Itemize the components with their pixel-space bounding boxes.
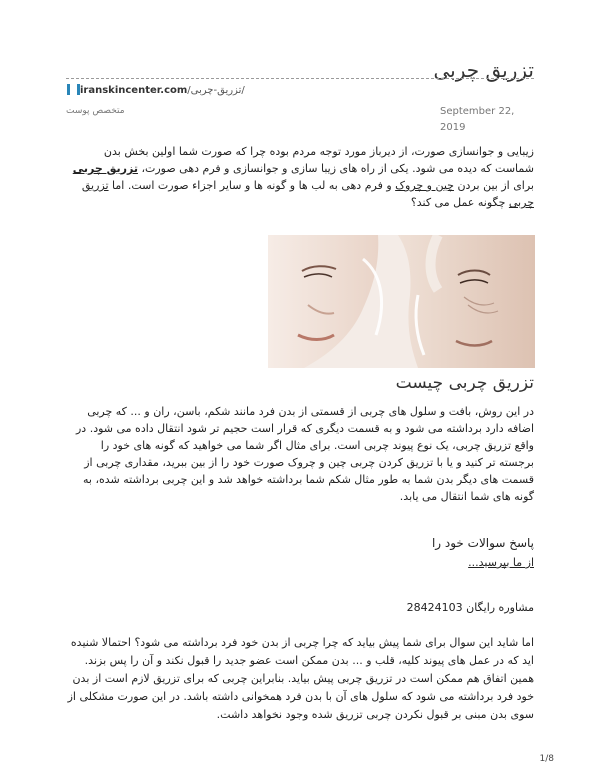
link-wrinkles[interactable]: چین و چروک [395,179,454,192]
free-consultation-phone: مشاوره رایگان 28424103 [406,601,534,614]
site-logo-icon [67,84,80,95]
post-date: September 22, 2019 [440,106,515,133]
section-heading-what-is: تزریق چربی چیست [395,373,534,393]
url-site: iranskincenter.com [80,85,188,96]
title-divider [66,78,534,79]
intro-text-4: چگونه عمل می کند؟ [410,196,509,209]
intro-paragraph [66,143,534,211]
face-illustration [268,235,535,368]
cta-question: پاسخ سوالات خود را [431,536,534,550]
author-label: متخصص پوست [66,106,125,116]
section2-paragraph: اما شاید این سوال برای شما پیش بیاید که چرا چربی از بدن خود فرد برداشته می شود؟ احتمالا شنیده اید که در عمل های پیوند کلیه، قلب و ... بدن ممکن است عضو جدید را قبول نکند و آن را پس بزند. همین اتفاق هم ممکن است در تزریق چربی پیش بیاید. بنابراین چربی که برای تزریق لازم است از بدن خود فرد برداشته می شود که سلول های آن با بدن فرد همخوانی داشته باشد. در این صورت مشکلی از سوی بدن مبنی بر قبول نکردن چربی تزریق شده وجود نخواهد داشت. [67,636,534,721]
intro-text-2: برای از بین بردن [453,179,534,192]
page-title: تزریق چربی [433,58,534,82]
page-number: 1/8 [539,754,554,764]
link-fat-injection[interactable]: تزریق چربی [81,179,534,209]
link-fat-injection-bold[interactable]: تزریق چربی [72,162,138,175]
intro-text-1: زیبایی و جوانسازی صورت، از دیرباز مورد توجه مردم بوده چرا که صورت شما اولین بخش بدن شماست که دیده می شود. یکی از راه های زیبا سازی و جوانسازی و فرم دهی صورت، [103,145,534,175]
face-comparison-image [268,235,535,368]
source-url[interactable] [66,84,245,96]
intro-text-3: و فرم دهی به لب ها و گونه ها و سایر اجزاء صورت است. اما [108,179,396,192]
section1-paragraph: در این روش، بافت و سلول های چربی از قسمتی از بدن فرد مانند شکم، باسن، ران و ... که چربی اضافه دارد برداشته می شود و به قسمت دیگری که قرار است حجیم تر شود انتقال داده می شود. در واقع تزریق چربی، یک نوع پیوند چربی است. برای مثال اگر شما می خواهید که گونه های خود را برجسته تر کنید و یا با تزریق کردن چربی چین و چروک صورت خود را از بین ببرید، مقداری چربی از قسمت های دیگر بدن شما به طور مثال شکم شما برداشته خواهد شد و این چربی برداشته شده، به گونه های شما انتقال می یابد. [76,405,534,503]
ask-us-link[interactable]: از ما بپرسید... [468,556,534,569]
url-path: /تزریق-چربی/ [187,85,245,96]
